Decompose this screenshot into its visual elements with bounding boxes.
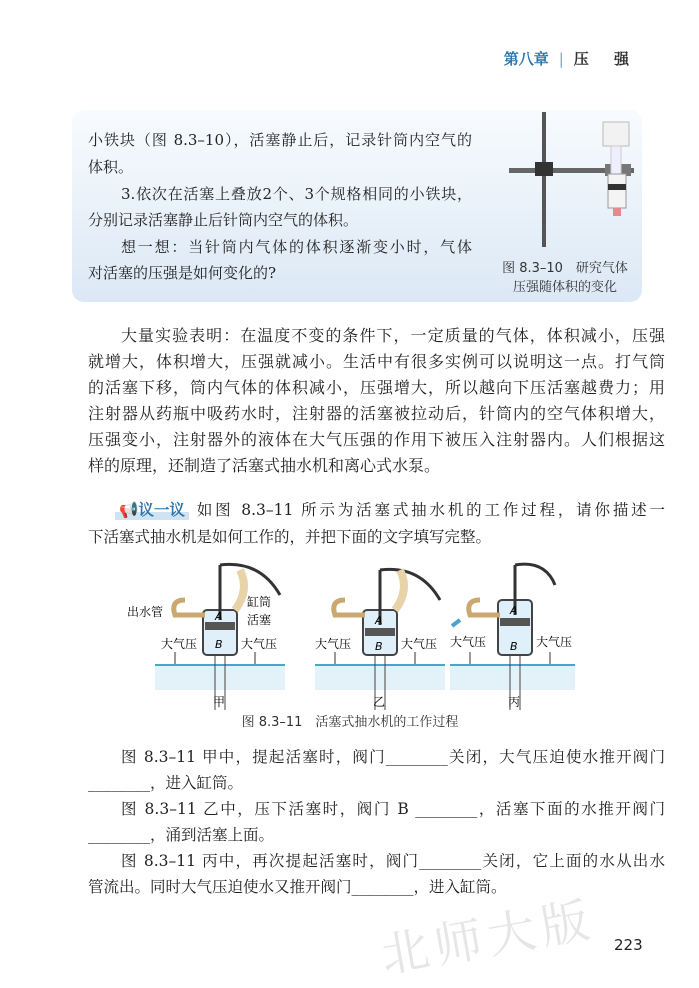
- box-line: 体积。: [88, 158, 134, 176]
- paragraph-line: 样的原理，还制造了活塞式抽水机和离心式水泵。: [88, 456, 441, 475]
- paragraph-line: 压强变小，注射器外的液体在大气压强的作用下被压入注射器内。人们根据这: [88, 430, 665, 449]
- chapter-label: 第八章: [503, 50, 549, 68]
- atm-label: 大气压: [315, 637, 352, 651]
- paragraph-line: 就增大，体积增大，压强就减小。生活中有很多实例可以说明这一点。打气筒: [88, 352, 665, 371]
- paragraph-line: 大量实验表明：在温度不变的条件下，一定质量的气体，体积减小，压强: [121, 326, 665, 345]
- valve-a-label: A: [215, 610, 223, 623]
- atm-label: 大气压: [161, 637, 198, 651]
- discuss-text: 如图 8.3–11 所示为活塞式抽水机的工作过程，请你描述一: [196, 501, 665, 519]
- fill-in-line: 图 8.3–11 丙中，再次提起活塞时，阀门________关闭，它上面的水从出水: [121, 852, 665, 870]
- box-line: 分别记录活塞静止后针筒内空气的体积。: [88, 211, 359, 229]
- discuss-badge: [115, 500, 189, 520]
- pump-panel-jia: [127, 564, 285, 710]
- fill-in-line: 图 8.3–11 甲中，提起活塞时，阀门________关闭，大气压迫使水推开阀门: [121, 748, 665, 766]
- pump-panel-yi: [315, 569, 445, 710]
- panel-label: 丙: [508, 695, 521, 709]
- panel-label: 乙: [373, 695, 386, 709]
- outlet-label: 出水管: [127, 605, 164, 619]
- piston-label: 活塞: [247, 613, 272, 627]
- valve-a-label: A: [510, 604, 518, 617]
- atm-label: 大气压: [241, 637, 278, 651]
- atm-label: 大气压: [401, 637, 438, 651]
- valve-b-label: B: [215, 638, 223, 651]
- watermark: 北师大版: [376, 891, 600, 985]
- paragraph-line: 的活塞下移，筒内气体的体积减小，压强增大，所以越向下压活塞越费力；用: [88, 378, 665, 397]
- fill-in-line: 管流出。同时大气压迫使水又推开阀门________，进入缸筒。: [88, 878, 507, 896]
- syringe-apparatus-photo: [495, 112, 640, 252]
- pump-diagram: [125, 560, 585, 710]
- chapter-title: 压 强: [573, 50, 639, 68]
- figure-caption-8-3-10-line2: 压强随体积的变化: [512, 280, 617, 295]
- figure-caption-8-3-11: 图 8.3–11 活塞式抽水机的工作过程: [241, 715, 459, 730]
- fill-in-line: ________，涌到活塞上面。: [88, 826, 275, 844]
- atm-label: 大气压: [450, 635, 487, 649]
- box-line: 想一想：当针筒内气体的体积逐渐变小时，气体: [121, 238, 472, 256]
- pump-panel-bing: [450, 564, 575, 710]
- atm-label: 大气压: [536, 635, 573, 649]
- valve-b-label: B: [375, 640, 383, 653]
- discuss-label: 议一议: [138, 501, 185, 519]
- box-line: 对活塞的压强是如何变化的?: [88, 264, 277, 282]
- box-line: 小铁块（图 8.3–10），活塞静止后，记录针筒内空气的: [88, 131, 472, 149]
- header-separator: |: [558, 50, 564, 68]
- figure-caption-8-3-10: 图 8.3–10 研究气体: [502, 261, 628, 276]
- valve-a-label: A: [375, 614, 383, 627]
- cylinder-label: 缸筒: [247, 595, 272, 609]
- fill-in-line: ________，进入缸筒。: [88, 774, 244, 792]
- chapter-header: [504, 48, 639, 69]
- megaphone-icon: 📢: [119, 501, 139, 519]
- page-number: 223: [614, 936, 643, 954]
- discuss-line-2: 下活塞式抽水机是如何工作的，并把下面的文字填写完整。: [88, 528, 492, 546]
- paragraph-line: 注射器从药瓶中吸药水时，注射器的活塞被拉动后，针筒内的空气体积增大，: [88, 404, 665, 423]
- box-line: 3.依次在活塞上叠放2个、3个规格相同的小铁块，: [121, 185, 472, 203]
- fill-in-line: 图 8.3–11 乙中，压下活塞时，阀门 B ________，活塞下面的水推开阀门: [121, 800, 665, 818]
- discuss-line: [115, 500, 665, 520]
- valve-b-label: B: [510, 640, 518, 653]
- panel-label: 甲: [213, 695, 226, 709]
